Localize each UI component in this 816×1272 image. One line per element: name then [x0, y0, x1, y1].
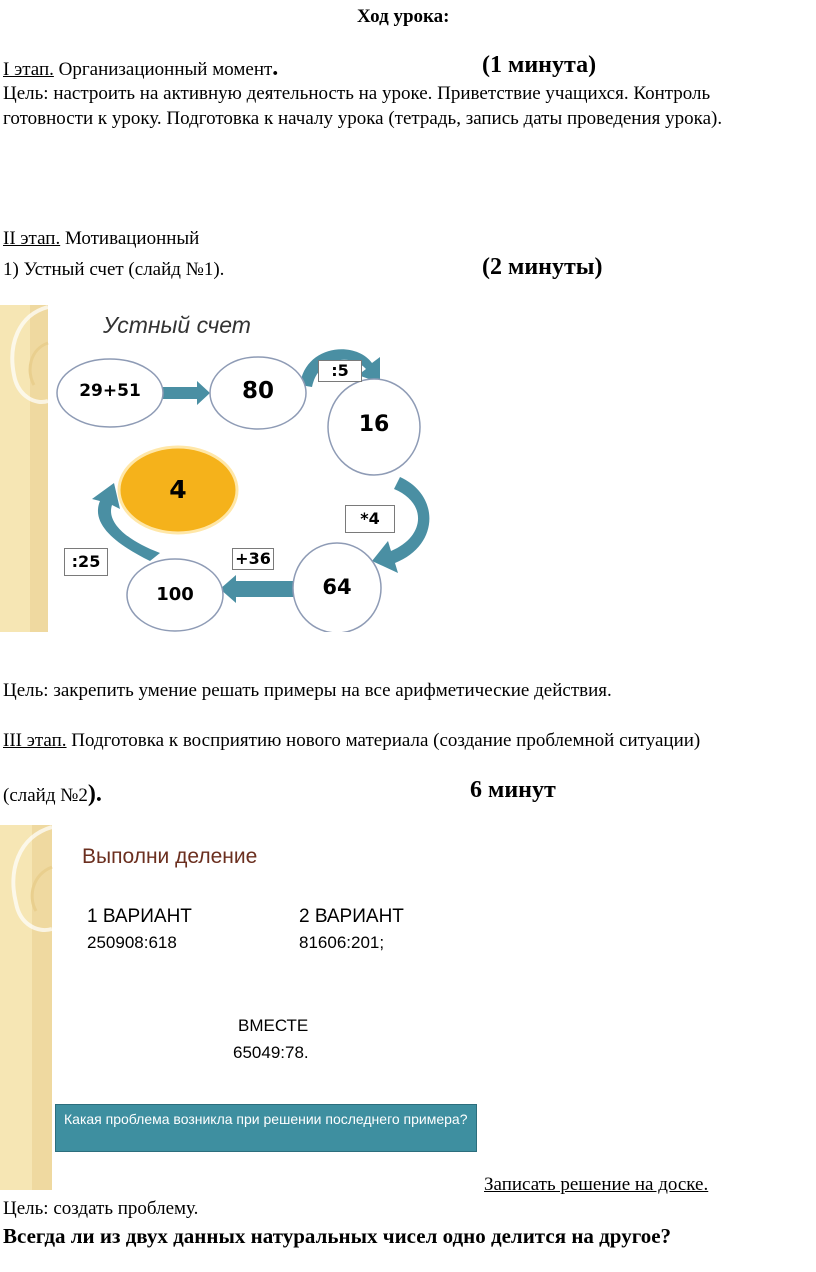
op-div25: :25	[64, 548, 108, 576]
slide1-title: Устный счет	[103, 312, 251, 338]
stage3-title: Подготовка к восприятию нового материала (создание проблемной ситуации)	[66, 730, 701, 751]
stage2-goal: Цель: закрепить умение решать примеры на все арифметические действия.	[3, 680, 612, 701]
slide2-decor-svg	[0, 825, 60, 1190]
node-16-label: 16	[358, 412, 390, 437]
stage1-line	[3, 56, 278, 82]
node-100-label: 100	[156, 584, 194, 605]
stage3-time: 6 минут	[470, 777, 556, 803]
variant1-label: 1 ВАРИАНТ	[87, 906, 192, 927]
stage1-time: (1 минута)	[482, 52, 597, 78]
op-plus36: +36	[232, 548, 274, 570]
op-mul4: *4	[345, 505, 395, 533]
stage3-label: III этап.	[3, 730, 67, 751]
stage2-item: 1) Устный счет (слайд №1).	[3, 259, 225, 280]
stage2-label: II этап.	[3, 228, 61, 249]
stage1-label: I этап.	[3, 59, 54, 80]
node-start-label: 29+51	[79, 381, 141, 401]
node-80-label: 80	[241, 378, 274, 404]
stage2-title: Мотивационный	[60, 228, 200, 249]
board-note: Записать решение на доске.	[484, 1174, 709, 1195]
slide2-title: Выполни деление	[82, 845, 258, 868]
slide1	[0, 305, 450, 632]
slide1-diagram	[0, 305, 450, 632]
slide2	[0, 825, 480, 1190]
stage3-line	[3, 729, 700, 753]
variant1-expr: 250908:618	[87, 933, 177, 952]
stage1-goal-line2: готовности к уроку. Подготовка к началу урока (тетрадь, запись даты проведения урока).	[3, 108, 723, 129]
together-expr: 65049:78.	[233, 1043, 309, 1062]
together-label: ВМЕСТЕ	[238, 1016, 309, 1035]
node-result-label: 4	[169, 475, 187, 504]
arrow-64-100	[220, 575, 296, 603]
stage1-title: Организационный момент	[53, 59, 273, 80]
stage3-slide-ref-close: ).	[87, 781, 102, 807]
final-question: Всегда ли из двух данных натуральных чисел одно делится на другое?	[3, 1224, 672, 1248]
page-heading: Ход урока:	[357, 6, 450, 27]
variant2-label: 2 ВАРИАНТ	[299, 906, 404, 927]
stage1-dot: .	[272, 55, 279, 81]
op-div5: :5	[318, 360, 362, 382]
stage2-time: (2 минуты)	[482, 254, 603, 280]
final-goal: Цель: создать проблему.	[3, 1198, 199, 1219]
stage1-goal-line1: Цель: настроить на активную деятельность на уроке. Приветствие учащихся. Контроль	[3, 83, 711, 104]
question-box: Какая проблема возникла при решении последнего примера?	[55, 1104, 477, 1152]
variant2-expr: 81606:201;	[299, 933, 385, 952]
node-64-label: 64	[322, 575, 352, 599]
arrow-start-80	[163, 381, 210, 405]
stage3-slide-ref-text: (слайд №2	[3, 785, 88, 806]
stage3-slide-ref	[3, 782, 102, 808]
stage2-line	[3, 227, 199, 251]
